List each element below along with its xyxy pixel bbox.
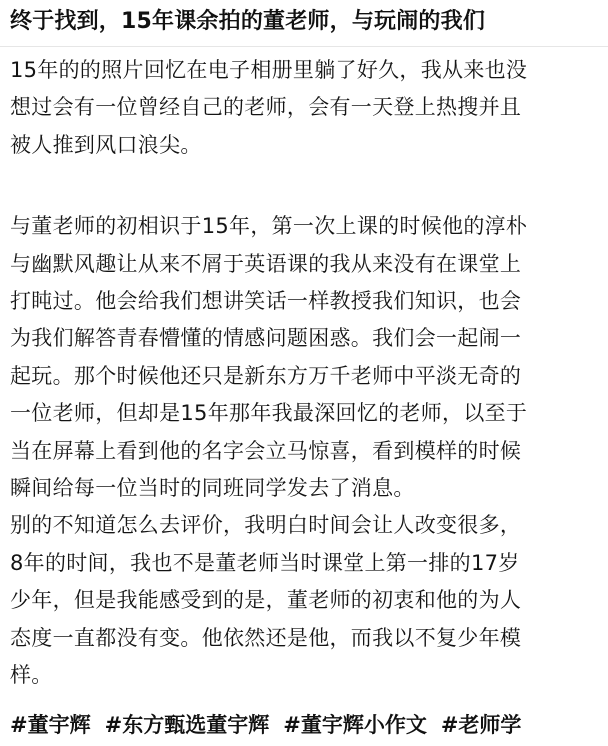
- body-line: 8年的时间，我也不是董老师当时课堂上第一排的17岁: [10, 550, 520, 575]
- body-line: 想过会有一位曾经自己的老师，会有一天登上热搜并且: [10, 95, 522, 120]
- body-line: 样。: [10, 663, 53, 688]
- body-line: 被人推到风口浪尖。: [10, 132, 202, 157]
- paragraph-2: [10, 208, 602, 507]
- body-line: 为我们解答青春懵懂的情感问题困惑。我们会一起闹一: [10, 326, 522, 351]
- hashtag-link[interactable]: #老师学: [440, 713, 522, 737]
- body-line: 瞬间给每一位当时的同班同学发去了消息。: [10, 476, 415, 501]
- post-body: [10, 52, 602, 695]
- hashtag-link[interactable]: #董宇辉小作文: [283, 713, 427, 737]
- paragraph-3: [10, 507, 602, 694]
- hashtag-link[interactable]: #董宇辉: [10, 713, 91, 737]
- body-line: 与幽默风趣让从来不屑于英语课的我从来没有在课堂上: [10, 251, 522, 276]
- hashtag-link[interactable]: #东方甄选董宇辉: [104, 713, 270, 737]
- body-line: 打盹过。他会给我们想讲笑话一样教授我们知识，也会: [10, 289, 522, 314]
- paragraph-1: [10, 52, 602, 164]
- title-divider: [0, 46, 608, 47]
- body-line: 15年的的照片回忆在电子相册里躺了好久，我从来也没: [10, 58, 528, 82]
- body-line: 别的不知道怎么去评价，我明白时间会让人改变很多，: [10, 513, 522, 538]
- body-line: 与董老师的初相识于15年，第一次上课的时候他的淳朴: [10, 214, 528, 239]
- body-line: 态度一直都没有变。他依然还是他，而我以不复少年模: [10, 625, 522, 650]
- body-line: 当在屏幕上看到他的名字会立马惊喜，看到模样的时候: [10, 438, 522, 463]
- paragraph-gap: [10, 164, 602, 186]
- body-line: 少年，但是我能感受到的是，董老师的初衷和他的为人: [10, 588, 522, 613]
- paragraph-gap: [10, 186, 602, 208]
- body-line: 一位老师，但却是15年那年我最深回忆的老师，以至于: [10, 401, 528, 426]
- body-line: 起玩。那个时候他还只是新东方万千老师中平淡无奇的: [10, 363, 522, 388]
- hashtag-row: [10, 707, 535, 743]
- post-title: 终于找到，15年课余拍的董老师，与玩闹的我们: [10, 9, 486, 34]
